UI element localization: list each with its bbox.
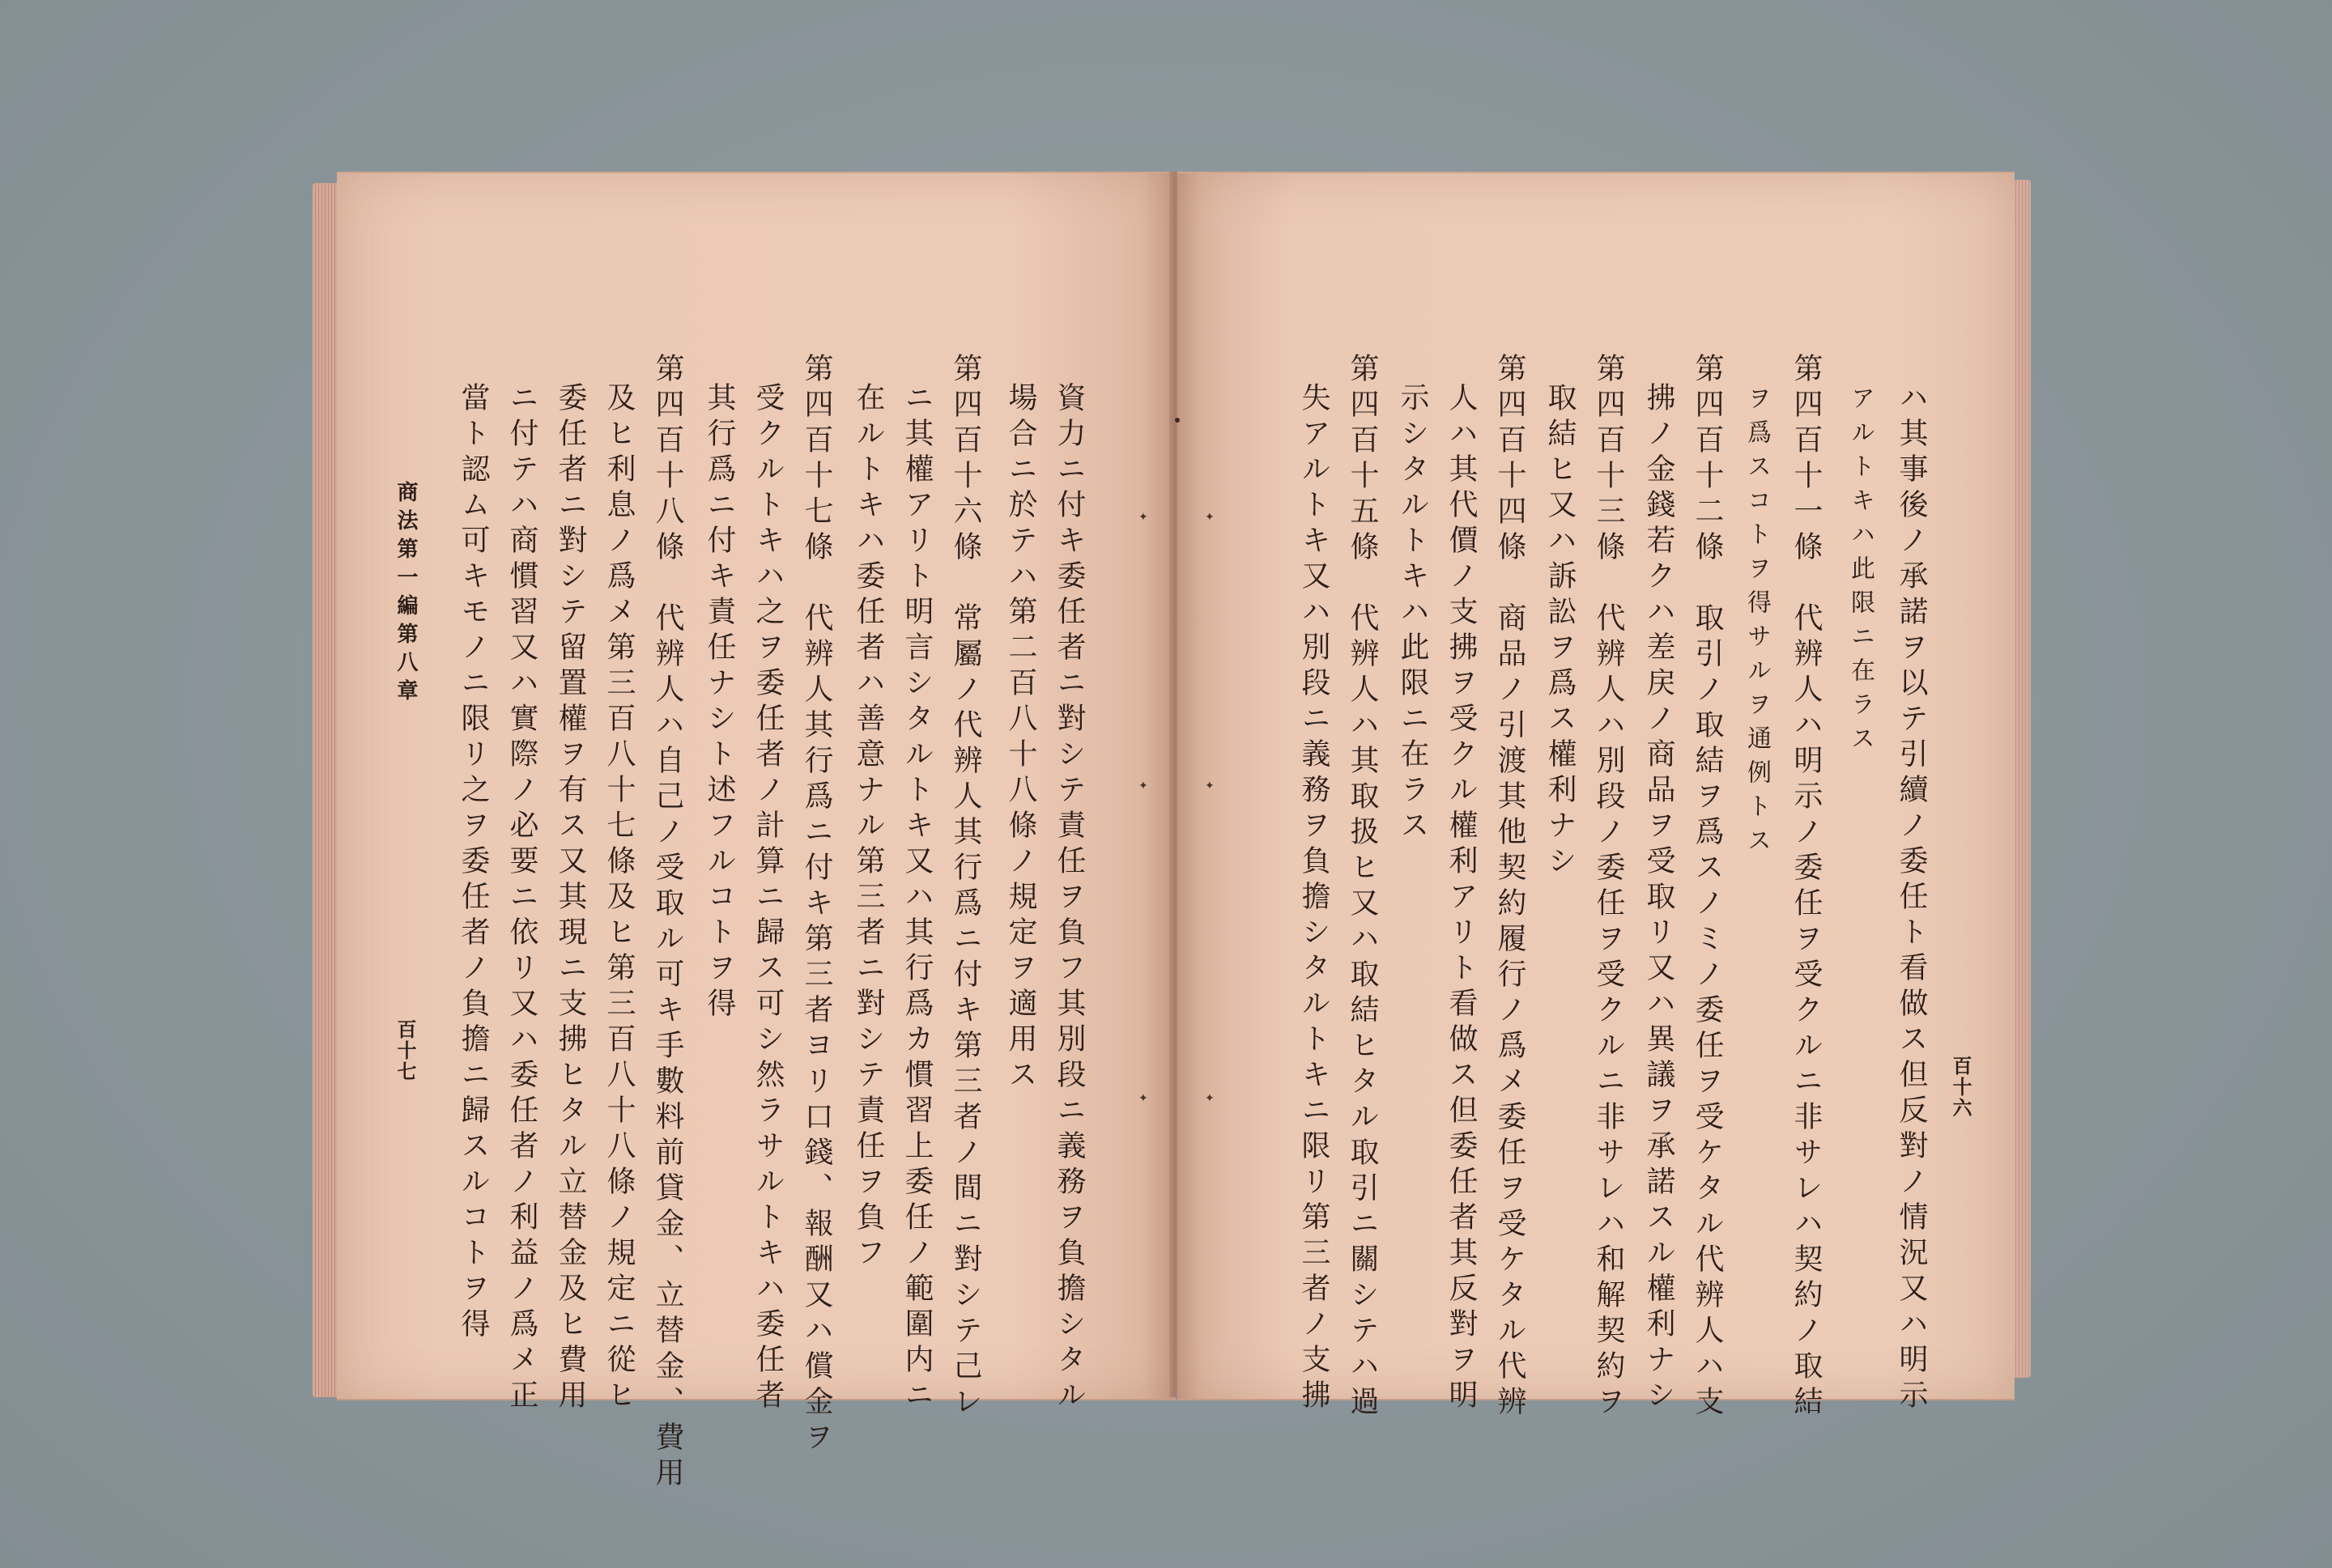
text-line: 在ルトキハ委任者ハ善意ナル第三者ニ對シテ責任ヲ負フ bbox=[852, 382, 885, 1273]
article-415: 第四百十五條 代辨人ハ其取扱ヒ又ハ取結ヒタル取引ニ關シテハ過 bbox=[1346, 353, 1379, 1421]
stitch-mark: ✦ bbox=[1138, 780, 1148, 792]
text-line: 示シタルトキハ此限ニ在ラス bbox=[1396, 382, 1429, 845]
text-line: ニ其權アリト明言シタルトキ又ハ其行爲カ慣習上委任ノ範圍内ニ bbox=[900, 382, 934, 1415]
article-417: 第四百十七條 代辨人其行爲ニ付キ第三者ヨリ口錢、報酬又ハ償金ヲ bbox=[800, 353, 833, 1457]
text-line: 取結ヒ又ハ訴訟ヲ爲ス權利ナシ bbox=[1543, 382, 1577, 881]
article-412: 第四百十二條 取引ノ取結ヲ爲スノミノ委任ヲ受ケタル代辨人ハ支 bbox=[1691, 353, 1724, 1421]
stitch-mark: ✦ bbox=[1205, 1092, 1215, 1105]
stitch-mark: ✦ bbox=[1205, 511, 1215, 524]
text-line: ヲ爲スコトヲ得サルヲ通例トス bbox=[1743, 385, 1771, 861]
text-line: 及ヒ利息ノ爲メ第三百八十七條及ヒ第三百八十八條ノ規定ニ從ヒ bbox=[602, 382, 636, 1415]
text-line: 其行爲ニ付キ責任ナシト述フルコトヲ得 bbox=[703, 382, 736, 1023]
text-line: 資力ニ付キ委任者ニ對シテ責任ヲ負フ其別段ニ義務ヲ負擔シタル bbox=[1053, 382, 1086, 1415]
text-line: アルトキハ此限ニ在ラス bbox=[1846, 385, 1875, 759]
text-line: ニ付テハ商慣習又ハ實際ノ必要ニ依リ又ハ委任者ノ利益ノ爲メ正 bbox=[505, 382, 538, 1415]
text-line: 拂ノ金錢若クハ差戻ノ商品ヲ受取リ又ハ異議ヲ承諾スル權利ナシ bbox=[1642, 382, 1675, 1415]
show-through-ghost bbox=[1001, 206, 1040, 240]
text-line: ハ其事後ノ承諾ヲ以テ引續ノ委任ト看做ス但反對ノ情況又ハ明示 bbox=[1895, 382, 1928, 1415]
text-line: 委任者ニ對シテ留置權ヲ有ス又其現ニ支拂ヒタル立替金及ヒ費用 bbox=[554, 382, 587, 1415]
binding-hole bbox=[1175, 418, 1180, 423]
article-411: 第四百十一條 代辨人ハ明示ノ委任ヲ受クルニ非サレハ契約ノ取結 bbox=[1789, 353, 1823, 1421]
stitch-mark: ✦ bbox=[1205, 780, 1215, 792]
text-line: 失アルトキ又ハ別段ニ義務ヲ負擔シタルトキニ限リ第三者ノ支拂 bbox=[1297, 382, 1330, 1415]
page-edges-right bbox=[2013, 180, 2031, 1378]
article-413: 第四百十三條 代辨人ハ別段ノ委任ヲ受クルニ非サレハ和解契約ヲ bbox=[1592, 353, 1625, 1421]
page-number-left: 百十七 bbox=[394, 1019, 417, 1082]
text-line: 當ト認ム可キモノニ限リ之ヲ委任者ノ負擔ニ歸スルコトヲ得 bbox=[457, 382, 490, 1344]
running-head: 商法第一編第八章 bbox=[394, 481, 418, 708]
open-book bbox=[313, 172, 2031, 1493]
page-number-right: 百十六 bbox=[1949, 1056, 1972, 1119]
text-line: 場合ニ於テハ第二百八十八條ノ規定ヲ適用ス bbox=[1004, 382, 1037, 1094]
text-line: 人ハ其代價ノ支拂ヲ受クル權利アリト看做ス但委任者其反對ヲ明 bbox=[1445, 382, 1478, 1415]
right-page bbox=[1177, 172, 2015, 1421]
article-416: 第四百十六條 常屬ノ代辨人其行爲ニ付キ第三者ノ間ニ對シテ己レ bbox=[949, 353, 982, 1421]
stitch-mark: ✦ bbox=[1138, 511, 1148, 524]
stitch-mark: ✦ bbox=[1138, 1092, 1148, 1105]
left-page bbox=[337, 172, 1176, 1493]
article-414: 第四百十四條 商品ノ引渡其他契約履行ノ爲メ委任ヲ受ケタル代辨 bbox=[1493, 353, 1526, 1421]
text-line: 受クルトキハ之ヲ委任者ノ計算ニ歸ス可シ然ラサルトキハ委任者 bbox=[751, 382, 785, 1415]
article-418: 第四百十八條 代辨人ハ自己ノ受取ル可キ手數料前貸金、立替金、費用 bbox=[651, 353, 684, 1493]
